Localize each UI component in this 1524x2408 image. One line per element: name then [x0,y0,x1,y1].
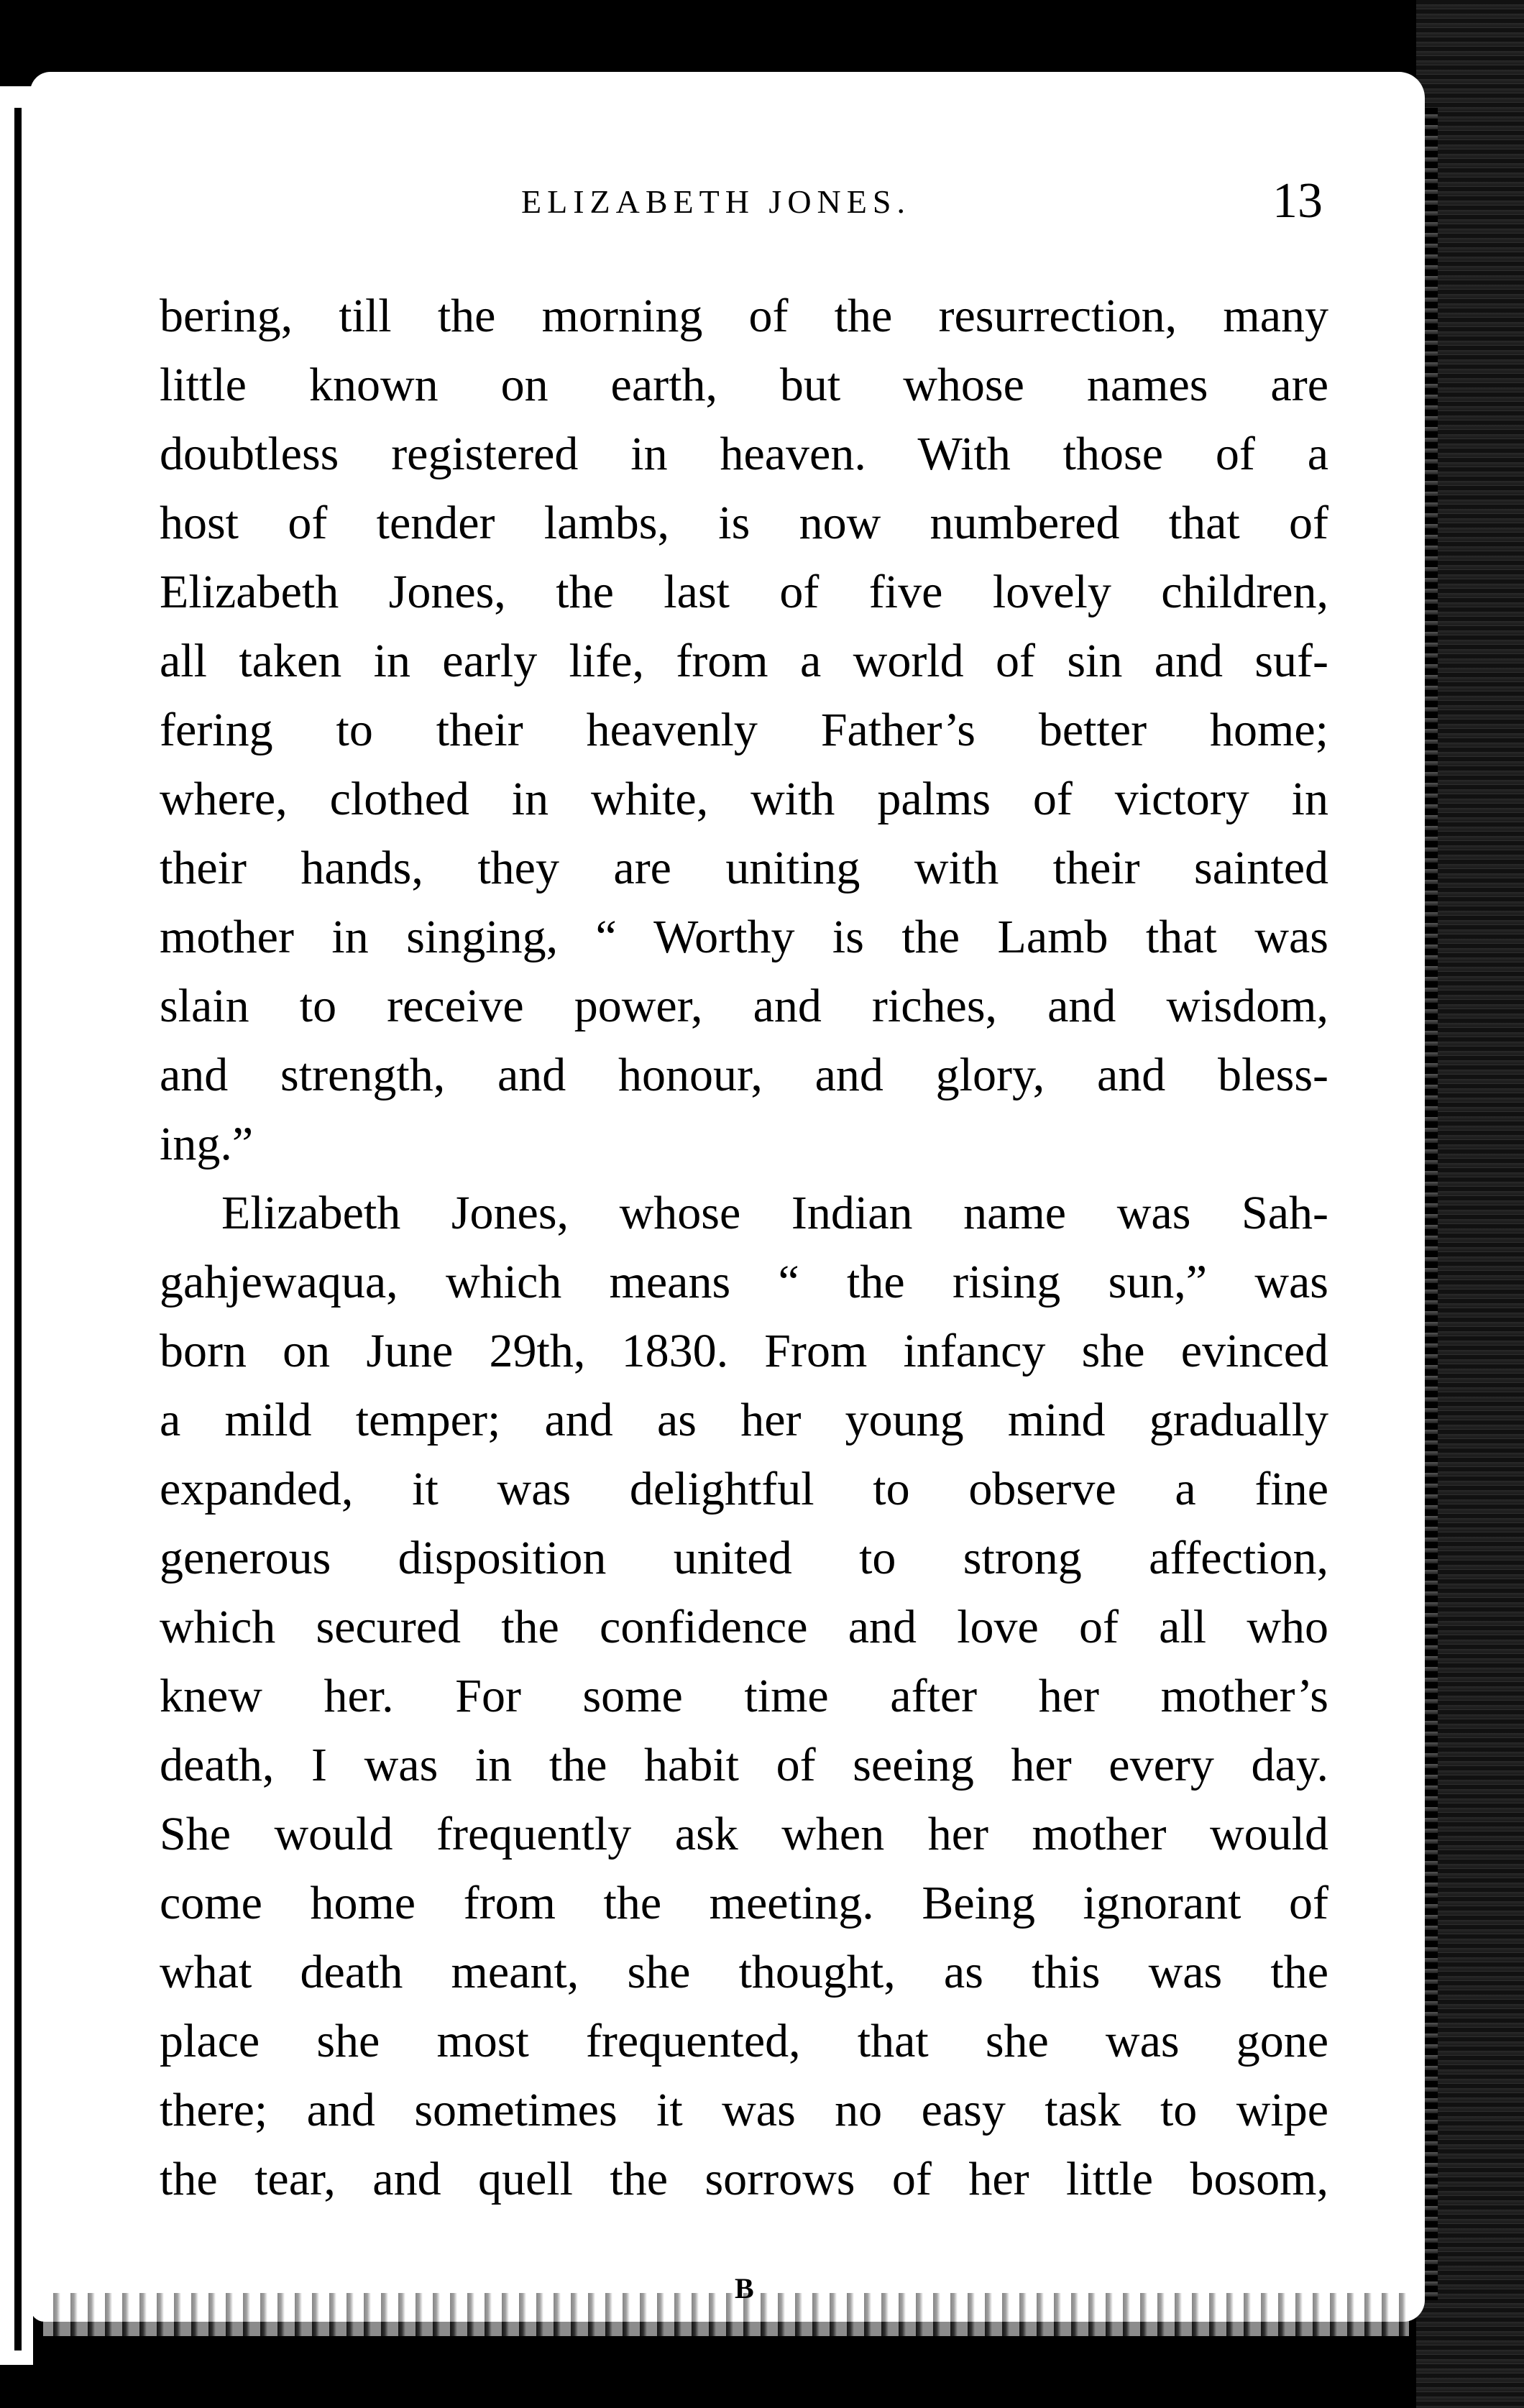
text-line: where, clothed in white, with palms of victory in [160,773,1328,825]
text-line: host of tender lambs, is now numbered that of [160,497,1328,549]
text-line: knew her. For some time after her mother’s [160,1670,1328,1722]
text-line: death, I was in the habit of seeing her every day. [160,1739,1328,1791]
text-line: expanded, it was delightful to observe a fine [160,1463,1328,1515]
text-line: and strength, and honour, and glory, and bless- [160,1049,1328,1101]
text-line: their hands, they are uniting with their sainted [160,842,1328,894]
text-line: which secured the confidence and love of all who [160,1601,1328,1653]
text-line: gahjewaqua, which means “ the rising sun,” was [160,1256,1328,1308]
text-line: She would frequently ask when her mother would [160,1808,1328,1860]
text-line: generous disposition united to strong affection, [160,1532,1328,1584]
gutter-shadow [14,108,22,2350]
text-line: doubtless registered in heaven. With those of a [160,428,1328,480]
text-line: ing.” [160,1118,254,1170]
page-number: 13 [1272,173,1323,229]
text-line: place she most frequented, that she was gone [160,2015,1328,2067]
text-line: there; and sometimes it was no easy task to wipe [160,2084,1328,2136]
text-line: little known on earth, but whose names are [160,359,1328,411]
running-header [144,173,1323,237]
page-edges-right [1416,0,1524,2408]
text-line: born on June 29th, 1830. From infancy she evinced [160,1325,1328,1377]
text-line: bering, till the morning of the resurrection, many [160,290,1328,342]
text-line: what death meant, she thought, as this was the [160,1946,1328,1998]
text-line: slain to receive power, and riches, and wisdom, [160,980,1328,1032]
body-text [160,282,1328,2214]
running-title: ELIZABETH JONES. [521,183,911,220]
page-edges-bottom [43,2293,1409,2336]
text-line: fering to their heavenly Father’s better home; [160,704,1328,756]
text-line: come home from the meeting. Being ignorant of [160,1877,1328,1929]
text-line: the tear, and quell the sorrows of her little bosom, [160,2153,1328,2205]
text-line: Elizabeth Jones, the last of five lovely children, [160,566,1328,618]
text-line: a mild temper; and as her young mind gradually [160,1394,1328,1446]
text-line: Elizabeth Jones, whose Indian name was Sah- [221,1187,1328,1239]
signature-mark: B [735,2272,754,2304]
text-line: all taken in early life, from a world of sin and suf- [160,635,1328,687]
text-line: mother in singing, “ Worthy is the Lamb that was [160,911,1328,963]
